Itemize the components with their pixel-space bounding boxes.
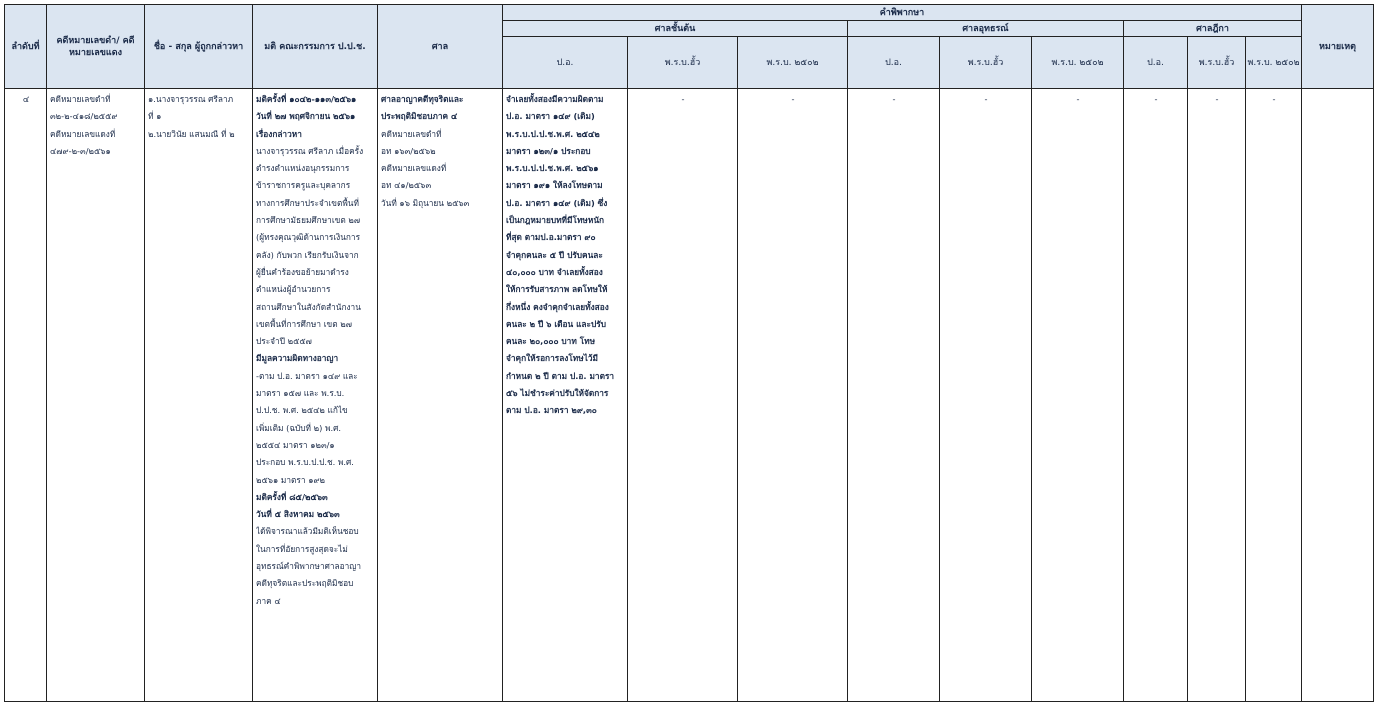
judgment-line: ป.อ. มาตรา ๑๔๙ (เดิม) ซึ่ง <box>506 197 608 208</box>
case-no-line: ๔๗๙-๒-๓/๒๕๖๑ <box>50 145 111 156</box>
cell-first-prb-2502 <box>738 89 848 702</box>
cell-supreme-prb-2502 <box>1246 89 1302 702</box>
header-no: ลำดับที่ <box>5 5 47 89</box>
resolution-line: ภาค ๔ <box>256 595 281 606</box>
court-line: ประพฤติมิชอบภาค ๔ <box>381 111 458 122</box>
resolution-line: ป.ป.ช. พ.ศ. ๒๕๔๒ แก้ไข <box>256 405 348 416</box>
resolution-line: คลัง) กับพวก เรียกรับเงินจาก <box>256 249 359 260</box>
resolution-line: มติครั้งที่ ๘๕/๒๕๖๓ <box>256 491 328 502</box>
resolution-line: เรื่องกล่าวหา <box>256 128 302 139</box>
empty-dash: - <box>1272 94 1276 104</box>
resolution-line: มาตรา ๑๕๗ และ พ.ร.บ. <box>256 388 345 399</box>
judgment-line: พ.ร.บ.ป.ป.ช.พ.ศ. ๒๕๖๑ <box>506 163 599 174</box>
resolution-line: ประจำปี ๒๕๕๗ <box>256 336 312 347</box>
resolution-line: ผู้ยื่นคำร้องขอย้ายมาดำรง <box>256 266 349 277</box>
judgment-line: กำหนด ๒ ปี ตาม ป.อ. มาตรา <box>506 370 615 381</box>
case-no-line: คดีหมายเลขดำที่ <box>50 94 111 104</box>
resolution-line: ตำแหน่งผู้อำนวยการ <box>256 284 331 295</box>
cell-supreme-prb-short <box>1188 89 1246 702</box>
judgment-line: ป.อ. มาตรา ๑๔๙ (เดิม) <box>506 111 595 122</box>
defendant-line: ๑.นางจารุวรรณ ศรีลาภ <box>148 94 234 104</box>
resolution-line: อุทธรณ์คำพิพากษาศาลอาญา <box>256 561 362 572</box>
resolution-line: ดำรงตำแหน่งอนุกรรมการ <box>256 163 350 174</box>
resolution-line: ข้าราชการครูและบุคลากร <box>256 180 351 191</box>
cell-court <box>378 89 503 702</box>
resolution-line: ๒๕๖๑ มาตรา ๑๙๒ <box>256 474 326 485</box>
header-remarks: หมายเหตุ <box>1302 5 1374 89</box>
resolution-line: (ผู้ทรงคุณวุฒิด้านการเงินการ <box>256 232 361 243</box>
court-line: คดีหมายเลขแดงที่ <box>381 163 447 174</box>
header-first-po: ป.อ. <box>503 37 628 89</box>
cell-first-prb-short <box>628 89 738 702</box>
resolution-line: ๒๕๕๔ มาตรา ๑๒๓/๑ <box>256 439 335 450</box>
header-appeal-po: ป.อ. <box>848 37 940 89</box>
resolution-line: วันที่ ๒๗ พฤศจิกายน ๒๕๖๑ <box>256 111 356 122</box>
judgment-line: ให้การรับสารภาพ ลดโทษให้ <box>506 284 608 295</box>
header-case-no: คดีหมายเลขดำ/ คดีหมายเลขแดง <box>47 5 145 89</box>
case-no-line: คดีหมายเลขแดงที่ <box>50 128 116 139</box>
resolution-line: มติครั้งที่ ๑๐๔๒-๑๑๓/๒๕๖๑ <box>256 94 357 104</box>
resolution-line: นางจารุวรรณ ศรีลาภ เมื่อครั้ง <box>256 145 364 156</box>
header-supreme-prb-2502: พ.ร.บ. ๒๕๐๒ <box>1246 37 1302 89</box>
resolution-line: ได้พิจารณาแล้วมีมติเห็นชอบ <box>256 526 359 537</box>
judgment-line: กึ่งหนึ่ง คงจำคุกจำเลยทั้งสอง <box>506 301 609 312</box>
cell-appeal-prb-2502 <box>1032 89 1124 702</box>
empty-dash: - <box>681 94 685 104</box>
judgment-line: เป็นกฎหมายบทที่มีโทษหนัก <box>506 215 605 226</box>
header-first-prb-short: พ.ร.บ.ฮั้ว <box>628 37 738 89</box>
header-supreme-court: ศาลฎีกา <box>1124 21 1302 37</box>
resolution-line: คดีทุจริตและประพฤติมิชอบ <box>256 578 354 589</box>
header-supreme-prb-short: พ.ร.บ.ฮั้ว <box>1188 37 1246 89</box>
judgment-line: ๕๖ ไม่ชำระค่าปรับให้จัดการ <box>506 388 609 399</box>
judgment-line: จำคุกคนละ ๕ ปี ปรับคนละ <box>506 249 603 260</box>
judgment-line: ๔๐,๐๐๐ บาท จำเลยทั้งสอง <box>506 266 603 277</box>
header-court: ศาล <box>378 5 503 89</box>
header-resolution: มติ คณะกรรมการ ป.ป.ช. <box>253 5 378 89</box>
case-table <box>4 4 1374 702</box>
resolution-line: การศึกษามัธยมศึกษาเขต ๒๗ <box>256 215 361 226</box>
empty-dash: - <box>1215 94 1219 104</box>
resolution-line: เพิ่มเติม (ฉบับที่ ๒) พ.ศ. <box>256 422 341 433</box>
header-judgment: คำพิพากษา <box>503 5 1302 21</box>
cell-resolution <box>253 89 378 702</box>
resolution-line: ทางการศึกษาประจำเขตพื้นที่ <box>256 197 359 208</box>
case-no-line: ๓๒-๒-๔๑๘/๒๕๕๙ <box>50 111 118 122</box>
court-line: วันที่ ๑๖ มิถุนายน ๒๕๖๓ <box>381 197 470 208</box>
judgment-line: คนละ ๒๐,๐๐๐ บาท โทษ <box>506 336 596 347</box>
cell-first-po <box>503 89 628 702</box>
judgment-line: มาตรา ๑๙๑ ให้ลงโทษตาม <box>506 180 603 191</box>
resolution-line: -ตาม ป.อ. มาตรา ๑๔๙ และ <box>256 370 358 381</box>
cell-defendant <box>145 89 253 702</box>
resolution-line: ประกอบ พ.ร.บ.ป.ป.ช. พ.ศ. <box>256 457 354 468</box>
defendant-line: ๒.นายวินัย แสนมณี ที่ ๒ <box>148 128 235 139</box>
defendant-line: ที่ ๑ <box>148 111 162 122</box>
court-line: ศาลอาญาคดีทุจริตและ <box>381 94 464 104</box>
empty-dash: - <box>892 94 896 104</box>
header-appeal-prb-short: พ.ร.บ.ฮั้ว <box>940 37 1032 89</box>
judgment-line: ตาม ป.อ. มาตรา ๒๙,๓๐ <box>506 405 597 416</box>
empty-dash: - <box>791 94 795 104</box>
empty-dash: - <box>1154 94 1158 104</box>
judgment-line: จำเลยทั้งสองมีความผิดตาม <box>506 94 604 104</box>
judgment-line: จำคุกให้รอการลงโทษไว้มี <box>506 353 599 364</box>
cell-no <box>5 89 47 702</box>
empty-dash: - <box>984 94 988 104</box>
cell-appeal-po <box>848 89 940 702</box>
table-row <box>5 89 1374 702</box>
header-supreme-po: ป.อ. <box>1124 37 1188 89</box>
resolution-line: มีมูลความผิดทางอาญา <box>256 353 339 364</box>
header-defendant: ชื่อ - สกุล ผู้ถูกกล่าวหา <box>145 5 253 89</box>
document-page <box>4 4 1373 702</box>
court-line: อท ๑๖๓/๒๕๖๒ <box>381 145 436 156</box>
judgment-line: พ.ร.บ.ป.ป.ช.พ.ศ. ๒๕๔๒ <box>506 128 600 139</box>
header-appeal-court: ศาลอุทธรณ์ <box>848 21 1124 37</box>
header-first-prb-2502: พ.ร.บ. ๒๕๐๒ <box>738 37 848 89</box>
header-appeal-prb-2502: พ.ร.บ. ๒๕๐๒ <box>1032 37 1124 89</box>
cell-case-no <box>47 89 145 702</box>
judgment-line: ที่สุด ตามป.อ.มาตรา ๙๐ <box>506 232 596 243</box>
judgment-line: มาตรา ๑๒๓/๑ ประกอบ <box>506 145 591 156</box>
cell-appeal-prb-short <box>940 89 1032 702</box>
court-line: คดีหมายเลขดำที่ <box>381 128 442 139</box>
resolution-line: สถานศึกษาในสังกัดสำนักงาน <box>256 301 361 312</box>
cell-supreme-po <box>1124 89 1188 702</box>
judgment-line: คนละ ๒ ปี ๖ เดือน และปรับ <box>506 318 606 329</box>
resolution-line: ในการที่อัยการสูงสุดจะไม่ <box>256 543 348 554</box>
resolution-line: เขตพื้นที่การศึกษา เขต ๒๗ <box>256 318 352 329</box>
row-number: ๔ <box>22 94 30 104</box>
court-line: อท ๔๑/๒๕๖๓ <box>381 180 432 191</box>
cell-remarks <box>1302 89 1374 702</box>
empty-dash: - <box>1076 94 1080 104</box>
resolution-line: วันที่ ๕ สิงหาคม ๒๕๖๓ <box>256 509 340 520</box>
header-first-court: ศาลชั้นต้น <box>503 21 848 37</box>
